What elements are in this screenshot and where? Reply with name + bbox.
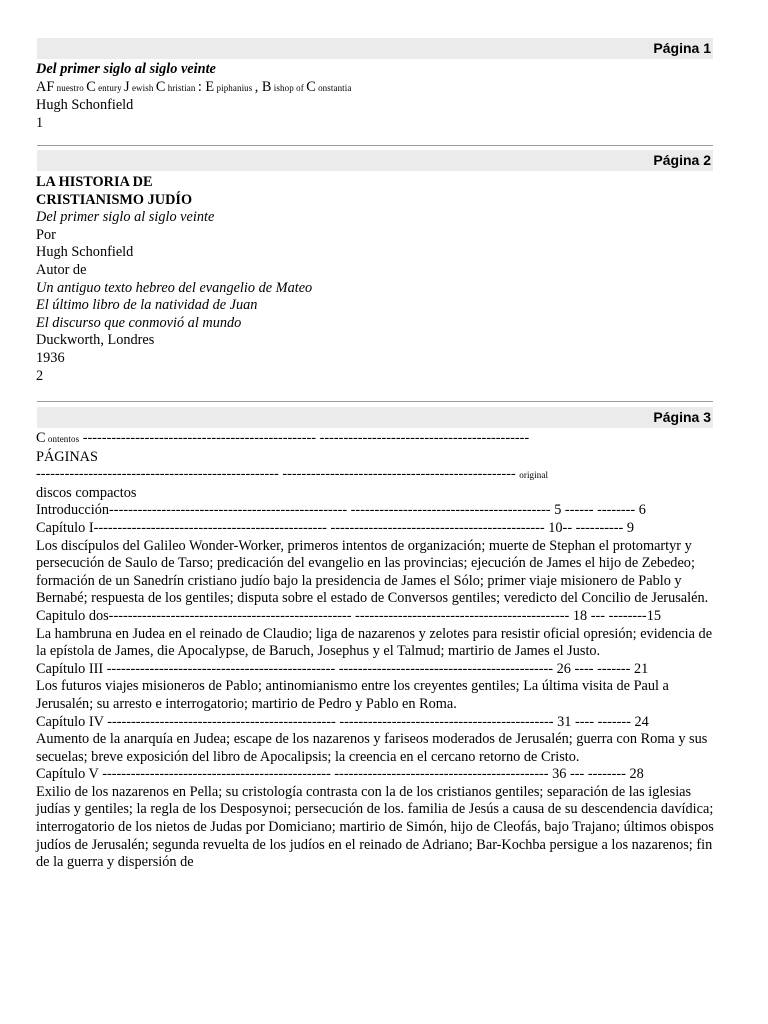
page-1-body xyxy=(36,61,726,132)
by-label: Por xyxy=(36,226,56,243)
contents-heading: C ontentos ------------------------------------------------- -------------------------------------------- xyxy=(36,430,530,446)
work-title: El último libro de la natividad de Juan xyxy=(36,297,258,314)
page-1-author: Hugh Schonfield xyxy=(36,97,134,114)
toc-chapter-5-summary: Exilio de los nazarenos en Pella; su cristología contrasta con la de los cristianos gentiles; separación de las iglesias judías y gentiles; la regla de los Desposynoi; persecución de los. familia de Jesús a causa de su descendencia davídica; interrogatorio de los nietos de Judas por Domiciano; martirio de Simón, hijo de Cleofás, bajo Trajano; últimos obispos judíos de Jerusalén; segunda revuelta de los judíos en el reinado de Adriano; Bar-Kochba persigue a los nazarenos; fin de la guerra y dispersión de xyxy=(36,783,714,871)
toc-chapter-2-summary: La hambruna en Judea en el reinado de Claudio; liga de nazarenos y zelotes para resistir oficial opresión; evidencia de la epístola de James, die Apocalypse, de Baruch, Josephus y el Talmud; martirio de James el Justo. xyxy=(36,625,713,660)
toc-entry-chapter-4: Capítulo IV ------------------------------------------------ --------------------------------------------- 31 ---- ------- 24 xyxy=(36,713,649,730)
page-3-header: Página 3 xyxy=(37,407,713,428)
page-1-number: 1 xyxy=(36,114,44,131)
page-2-number: 2 xyxy=(36,367,44,384)
page-2-header: Página 2 xyxy=(37,150,713,171)
publisher: Duckworth, Londres xyxy=(36,332,155,349)
work-title: El discurso que conmovió al mundo xyxy=(36,314,242,331)
toc-entry-introduction: Introducción-------------------------------------------------- ------------------------------------------ 5 ------ -------- 6 xyxy=(36,502,646,519)
publication-year: 1936 xyxy=(36,349,65,366)
discos-label: discos compactos xyxy=(36,484,137,501)
page-1-subtitle: Del primer siglo al siglo veinte xyxy=(36,61,216,77)
toc-entry-chapter-3: Capítulo III ------------------------------------------------ --------------------------------------------- 26 ---- ------- 21 xyxy=(36,660,649,677)
page-1-header: Página 1 xyxy=(37,38,713,59)
book-title-line-1: LA HISTORIA DE xyxy=(36,174,153,190)
page-3-body xyxy=(36,430,716,872)
work-title: Un antiguo texto hebreo del evangelio de Mateo xyxy=(36,279,313,296)
book-subtitle: Del primer siglo al siglo veinte xyxy=(36,209,215,226)
toc-chapter-4-summary: Aumento de la anarquía en Judea; escape de los nazarenos y fariseos moderados de Jerusalén; guerra con Roma y sus secuelas; breve exposición del libro de Apocalipsis; la creencia en el cercano retorno de Cristo. xyxy=(36,731,708,765)
page-2-body xyxy=(36,174,726,385)
page-1-series-line: AF nuestro C entury J ewish C hristian : E piphanius , B ishop of C onstantia xyxy=(36,78,352,95)
contents-dash-row: --------------------------------------------------- ------------------------------------------------- original xyxy=(36,466,549,483)
toc-chapter-1-summary: Los discípulos del Galileo Wonder-Worker, primeros intentos de organización; muerte de Stephan el protomartyr y persecución de Saulo de Tarso; predicación del evangelio en las provincias; ejecución de James el hijo de Zebedeo; formación de un Sanedrín cristiano judío bajo la presidencia de James el Sólo; primer viaje misionero de Pablo y Bernabé; respuesta de los gentiles; disputa sobre el estado de Conversos gentiles; veredicto del Concilio de Jerusalén. xyxy=(36,537,709,607)
page-1-divider xyxy=(37,145,713,146)
toc-entry-chapter-1: Capítulo I------------------------------------------------- --------------------------------------------- 10-- ---------- 9 xyxy=(36,519,634,536)
paginas-label: PÁGINAS xyxy=(36,448,98,465)
author-name: Hugh Schonfield xyxy=(36,244,134,261)
book-title-line-2: CRISTIANISMO JUDÍO xyxy=(36,191,193,208)
toc-entry-chapter-2: Capitulo dos--------------------------------------------------- --------------------------------------------- 18 --- --------15 xyxy=(36,607,661,624)
toc-chapter-3-summary: Los futuros viajes misioneros de Pablo; antinomianismo entre los creyentes gentiles; La última visita de Paul a Jerusalén; su arresto e interrogatorio; martirio de Pedro y Pablo en Roma. xyxy=(36,678,669,712)
author-of-label: Autor de xyxy=(36,261,87,278)
toc-entry-chapter-5: Capítulo V ------------------------------------------------ --------------------------------------------- 36 --- -------- 28 xyxy=(36,766,644,783)
page-2-divider xyxy=(37,401,713,402)
